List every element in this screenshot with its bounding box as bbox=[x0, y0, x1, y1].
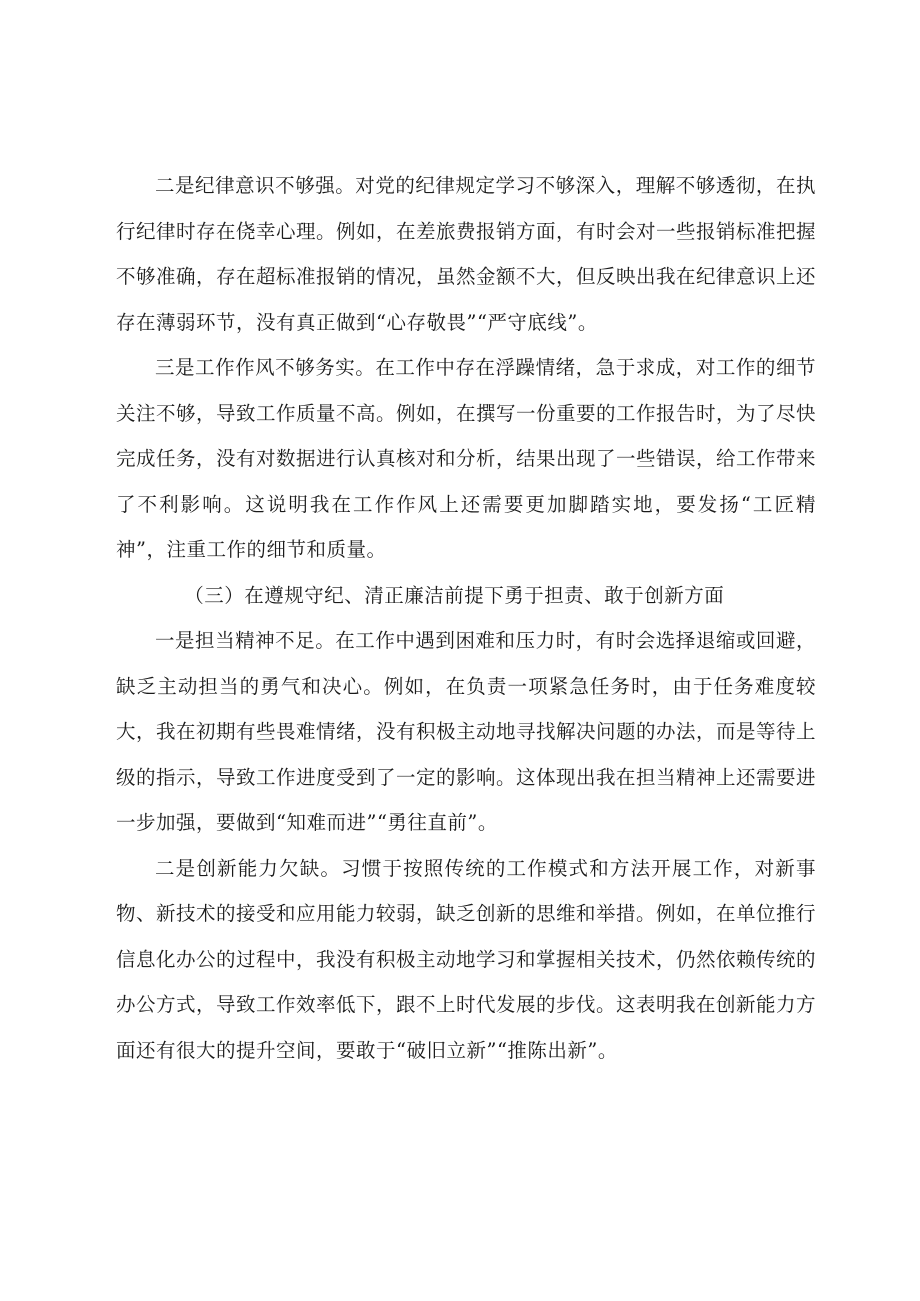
paragraph-discipline-awareness: 二是纪律意识不够强。对党的纪律规定学习不够深入，理解不够透彻，在执行纪律时存在侥幸心理。例如，在差旅费报销方面，有时会对一些报销标准把握不够准确，存在超标准报销的情况，虽然金额不大，但反映出我在纪律意识上还存在薄弱环节，没有真正做到“心存敬畏”“严守底线”。 bbox=[116, 174, 817, 334]
document-body bbox=[116, 163, 816, 1073]
paragraph-responsibility: 一是担当精神不足。在工作中遇到困难和压力时，有时会选择退缩或回避，缺乏主动担当的勇气和决心。例如，在负责一项紧急任务时，由于任务难度较大，我在初期有些畏难情绪，没有积极主动地寻找解决问题的办法，而是等待上级的指示，导致工作进度受到了一定的影响。这体现出我在担当精神上还需要进一步加强，要做到“知难而进”“勇往直前”。 bbox=[116, 629, 817, 834]
section-heading-three: （三）在遵规守纪、清正廉洁前提下勇于担责、敢于创新方面 bbox=[184, 583, 725, 607]
paragraph-innovation: 二是创新能力欠缺。习惯于按照传统的工作模式和方法开展工作，对新事物、新技术的接受和应用能力较弱，缺乏创新的思维和举措。例如，在单位推行信息化办公的过程中，我没有积极主动地学习和掌握相关技术，仍然依赖传统的办公方式，导致工作效率低下，跟不上时代发展的步伐。这表明我在创新能力方面还有很大的提升空间，要敢于“破旧立新”“推陈出新”。 bbox=[116, 856, 817, 1062]
paragraph-work-style: 三是工作作风不够务实。在工作中存在浮躁情绪，急于求成，对工作的细节关注不够，导致工作质量不高。例如，在撰写一份重要的工作报告时，为了尽快完成任务，没有对数据进行认真核对和分析，结果出现了一些错误，给工作带来了不利影响。这说明我在工作作风上还需要更加脚踏实地，要发扬“工匠精神”，注重工作的细节和质量。 bbox=[116, 356, 817, 561]
